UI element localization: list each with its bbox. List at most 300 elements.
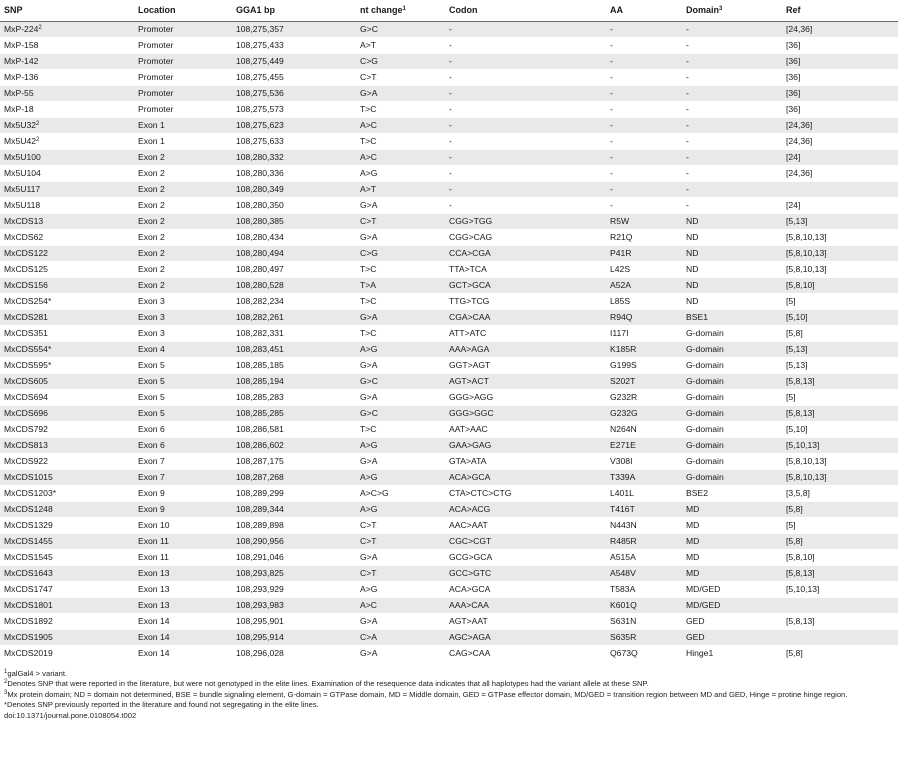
table-row bbox=[0, 454, 898, 470]
cell-gga1: 108,291,046 bbox=[232, 550, 356, 566]
cell-ref: [3,5,8] bbox=[782, 486, 898, 502]
cell-aa: G199S bbox=[606, 358, 682, 374]
cell-gga1: 108,280,332 bbox=[232, 150, 356, 166]
cell-location: Exon 2 bbox=[134, 230, 232, 246]
cell-domain: - bbox=[682, 86, 782, 102]
cell-aa: - bbox=[606, 198, 682, 214]
cell-domain: - bbox=[682, 70, 782, 86]
cell-domain: - bbox=[682, 198, 782, 214]
cell-aa: I117I bbox=[606, 326, 682, 342]
cell-ref: [5,13] bbox=[782, 342, 898, 358]
cell-snp bbox=[0, 54, 134, 70]
cell-domain: G-domain bbox=[682, 454, 782, 470]
cell-ref: [5] bbox=[782, 390, 898, 406]
cell-domain: MD/GED bbox=[682, 582, 782, 598]
table-row bbox=[0, 374, 898, 390]
cell-nt: G>A bbox=[356, 310, 445, 326]
cell-location: Exon 5 bbox=[134, 358, 232, 374]
cell-gga1: 108,285,285 bbox=[232, 406, 356, 422]
cell-codon: GCC>GTC bbox=[445, 566, 606, 582]
cell-ref: [24,36] bbox=[782, 118, 898, 134]
cell-codon: CAG>CAA bbox=[445, 646, 606, 662]
cell-nt: A>C bbox=[356, 150, 445, 166]
cell-domain: - bbox=[682, 54, 782, 70]
cell-aa: A515A bbox=[606, 550, 682, 566]
cell-gga1: 108,275,623 bbox=[232, 118, 356, 134]
table-row bbox=[0, 134, 898, 150]
cell-nt: A>G bbox=[356, 502, 445, 518]
cell-ref: [5,8] bbox=[782, 326, 898, 342]
snp-footnote-mark: 2 bbox=[36, 121, 40, 127]
cell-location: Exon 2 bbox=[134, 262, 232, 278]
cell-snp bbox=[0, 214, 134, 230]
cell-ref: [24,36] bbox=[782, 134, 898, 150]
cell-gga1: 108,295,914 bbox=[232, 630, 356, 646]
cell-gga1: 108,296,028 bbox=[232, 646, 356, 662]
cell-domain: Hinge1 bbox=[682, 646, 782, 662]
cell-domain: G-domain bbox=[682, 422, 782, 438]
cell-aa: K185R bbox=[606, 342, 682, 358]
cell-aa: T583A bbox=[606, 582, 682, 598]
cell-ref: [5,8,13] bbox=[782, 614, 898, 630]
snp-id: MxCDS595* bbox=[4, 360, 52, 370]
cell-aa: T339A bbox=[606, 470, 682, 486]
cell-location: Exon 10 bbox=[134, 518, 232, 534]
snp-id: MxCDS351 bbox=[4, 328, 48, 338]
cell-location: Promoter bbox=[134, 86, 232, 102]
cell-domain: - bbox=[682, 182, 782, 198]
cell-domain: ND bbox=[682, 230, 782, 246]
cell-snp bbox=[0, 342, 134, 358]
table-row bbox=[0, 54, 898, 70]
table-row bbox=[0, 646, 898, 662]
cell-snp bbox=[0, 358, 134, 374]
table-row bbox=[0, 630, 898, 646]
cell-codon: CGA>CAA bbox=[445, 310, 606, 326]
header-gga1: GGA1 bp bbox=[232, 0, 356, 22]
cell-nt: C>A bbox=[356, 630, 445, 646]
snp-footnote-mark: 2 bbox=[36, 137, 40, 143]
table-row bbox=[0, 518, 898, 534]
header-snp: SNP bbox=[0, 0, 134, 22]
snp-id: MxCDS605 bbox=[4, 376, 48, 386]
cell-location: Exon 2 bbox=[134, 214, 232, 230]
cell-ref: [24,36] bbox=[782, 22, 898, 38]
cell-gga1: 108,283,451 bbox=[232, 342, 356, 358]
cell-snp bbox=[0, 38, 134, 54]
cell-location: Promoter bbox=[134, 38, 232, 54]
cell-domain: MD/GED bbox=[682, 598, 782, 614]
cell-codon: - bbox=[445, 198, 606, 214]
cell-location: Exon 13 bbox=[134, 566, 232, 582]
snp-id: MxCDS281 bbox=[4, 312, 48, 322]
cell-ref: [5,8] bbox=[782, 534, 898, 550]
cell-location: Exon 1 bbox=[134, 134, 232, 150]
snp-id: MxCDS922 bbox=[4, 456, 48, 466]
cell-nt: G>A bbox=[356, 390, 445, 406]
cell-nt: G>C bbox=[356, 22, 445, 38]
table-row bbox=[0, 326, 898, 342]
cell-nt: G>A bbox=[356, 550, 445, 566]
cell-codon: GCG>GCA bbox=[445, 550, 606, 566]
cell-codon: TTA>TCA bbox=[445, 262, 606, 278]
cell-domain: - bbox=[682, 38, 782, 54]
cell-codon: CCA>CGA bbox=[445, 246, 606, 262]
cell-domain: ND bbox=[682, 262, 782, 278]
cell-snp bbox=[0, 278, 134, 294]
snp-id: Mx5U100 bbox=[4, 152, 41, 162]
cell-gga1: 108,280,350 bbox=[232, 198, 356, 214]
table-row bbox=[0, 502, 898, 518]
cell-snp bbox=[0, 262, 134, 278]
cell-domain: ND bbox=[682, 214, 782, 230]
footnote bbox=[4, 679, 898, 689]
header-domain bbox=[682, 0, 782, 22]
cell-domain: G-domain bbox=[682, 470, 782, 486]
cell-nt: T>C bbox=[356, 326, 445, 342]
cell-codon: GAA>GAG bbox=[445, 438, 606, 454]
cell-aa: N264N bbox=[606, 422, 682, 438]
table-row bbox=[0, 118, 898, 134]
cell-gga1: 108,285,283 bbox=[232, 390, 356, 406]
cell-nt: A>T bbox=[356, 182, 445, 198]
cell-location: Exon 3 bbox=[134, 310, 232, 326]
cell-ref: [5,10] bbox=[782, 422, 898, 438]
cell-location: Exon 14 bbox=[134, 646, 232, 662]
cell-gga1: 108,287,175 bbox=[232, 454, 356, 470]
table-row bbox=[0, 406, 898, 422]
table-row bbox=[0, 438, 898, 454]
cell-snp bbox=[0, 502, 134, 518]
cell-gga1: 108,280,336 bbox=[232, 166, 356, 182]
cell-aa: A52A bbox=[606, 278, 682, 294]
cell-aa: - bbox=[606, 38, 682, 54]
table-row bbox=[0, 534, 898, 550]
cell-ref: [5] bbox=[782, 294, 898, 310]
cell-nt: A>G bbox=[356, 582, 445, 598]
cell-domain: GED bbox=[682, 614, 782, 630]
cell-nt: T>C bbox=[356, 294, 445, 310]
cell-ref: [36] bbox=[782, 38, 898, 54]
cell-location: Exon 6 bbox=[134, 422, 232, 438]
cell-aa: - bbox=[606, 22, 682, 38]
header-nt-label: nt change bbox=[360, 5, 403, 15]
cell-codon: - bbox=[445, 134, 606, 150]
snp-id: MxCDS254* bbox=[4, 296, 52, 306]
cell-codon: GGG>GGC bbox=[445, 406, 606, 422]
cell-snp bbox=[0, 310, 134, 326]
snp-id: MxCDS1455 bbox=[4, 536, 53, 546]
cell-location: Exon 6 bbox=[134, 438, 232, 454]
cell-aa: S631N bbox=[606, 614, 682, 630]
cell-domain: - bbox=[682, 118, 782, 134]
cell-ref: [5,8,10,13] bbox=[782, 454, 898, 470]
cell-nt: G>A bbox=[356, 646, 445, 662]
snp-id: MxCDS813 bbox=[4, 440, 48, 450]
cell-nt: A>C>G bbox=[356, 486, 445, 502]
cell-ref: [5,10,13] bbox=[782, 582, 898, 598]
table-row bbox=[0, 358, 898, 374]
cell-domain: G-domain bbox=[682, 358, 782, 374]
snp-id: MxCDS156 bbox=[4, 280, 48, 290]
cell-codon: - bbox=[445, 150, 606, 166]
cell-location: Promoter bbox=[134, 54, 232, 70]
footnote-text: Mx protein domain; ND = domain not determined, BSE = bundle signaling element, G-domain = GTPase domain, MD = Middle domain, GED = GTPase effector domain, MD/GED = transition region between MD and GED, Hinge = protine hinge region. bbox=[7, 689, 848, 699]
table-row bbox=[0, 278, 898, 294]
cell-gga1: 108,280,349 bbox=[232, 182, 356, 198]
cell-domain: G-domain bbox=[682, 374, 782, 390]
cell-codon: - bbox=[445, 166, 606, 182]
cell-nt: C>T bbox=[356, 70, 445, 86]
cell-ref: [5,8,10] bbox=[782, 278, 898, 294]
cell-snp bbox=[0, 86, 134, 102]
header-domain-footnote-mark: 3 bbox=[719, 6, 723, 12]
cell-gga1: 108,287,268 bbox=[232, 470, 356, 486]
cell-snp bbox=[0, 614, 134, 630]
cell-aa: - bbox=[606, 86, 682, 102]
cell-ref: [24,36] bbox=[782, 166, 898, 182]
cell-gga1: 108,293,983 bbox=[232, 598, 356, 614]
cell-domain: - bbox=[682, 166, 782, 182]
cell-location: Exon 2 bbox=[134, 246, 232, 262]
cell-domain: - bbox=[682, 134, 782, 150]
cell-snp bbox=[0, 582, 134, 598]
table-row bbox=[0, 166, 898, 182]
cell-codon: AAT>AAC bbox=[445, 422, 606, 438]
snp-id: MxCDS1545 bbox=[4, 552, 53, 562]
cell-nt: T>C bbox=[356, 262, 445, 278]
cell-location: Exon 13 bbox=[134, 598, 232, 614]
table-row bbox=[0, 230, 898, 246]
cell-ref: [5,13] bbox=[782, 214, 898, 230]
cell-location: Exon 2 bbox=[134, 166, 232, 182]
cell-gga1: 108,282,331 bbox=[232, 326, 356, 342]
header-codon: Codon bbox=[445, 0, 606, 22]
cell-ref: [5,8] bbox=[782, 502, 898, 518]
cell-aa: S202T bbox=[606, 374, 682, 390]
cell-snp bbox=[0, 630, 134, 646]
footnote bbox=[4, 669, 898, 679]
cell-codon: - bbox=[445, 70, 606, 86]
cell-snp bbox=[0, 22, 134, 38]
cell-ref bbox=[782, 630, 898, 646]
cell-nt: T>C bbox=[356, 422, 445, 438]
cell-codon: - bbox=[445, 54, 606, 70]
footnote-mark: 2 bbox=[4, 679, 8, 686]
cell-snp bbox=[0, 326, 134, 342]
table-body bbox=[0, 22, 898, 662]
cell-snp bbox=[0, 198, 134, 214]
cell-snp bbox=[0, 230, 134, 246]
snp-id: MxCDS1905 bbox=[4, 632, 53, 642]
cell-gga1: 108,280,494 bbox=[232, 246, 356, 262]
footnote bbox=[4, 711, 898, 721]
cell-codon: CGC>CGT bbox=[445, 534, 606, 550]
cell-ref: [24] bbox=[782, 150, 898, 166]
cell-nt: A>G bbox=[356, 438, 445, 454]
snp-id: MxCDS1015 bbox=[4, 472, 53, 482]
cell-domain: G-domain bbox=[682, 438, 782, 454]
snp-id: MxCDS792 bbox=[4, 424, 48, 434]
cell-nt: G>A bbox=[356, 454, 445, 470]
cell-aa: S635R bbox=[606, 630, 682, 646]
cell-gga1: 108,275,357 bbox=[232, 22, 356, 38]
table-row bbox=[0, 486, 898, 502]
snp-id: MxCDS696 bbox=[4, 408, 48, 418]
cell-aa: K601Q bbox=[606, 598, 682, 614]
cell-location: Exon 7 bbox=[134, 470, 232, 486]
cell-aa: Q673Q bbox=[606, 646, 682, 662]
cell-gga1: 108,275,455 bbox=[232, 70, 356, 86]
snp-id: MxCDS1329 bbox=[4, 520, 53, 530]
cell-domain: G-domain bbox=[682, 390, 782, 406]
cell-nt: C>T bbox=[356, 566, 445, 582]
cell-snp bbox=[0, 390, 134, 406]
table-row bbox=[0, 262, 898, 278]
cell-snp bbox=[0, 518, 134, 534]
table-row bbox=[0, 342, 898, 358]
cell-codon: AGC>AGA bbox=[445, 630, 606, 646]
cell-snp bbox=[0, 534, 134, 550]
cell-domain: - bbox=[682, 150, 782, 166]
footnote-mark: 3 bbox=[4, 689, 8, 696]
table-row bbox=[0, 310, 898, 326]
cell-nt: G>A bbox=[356, 358, 445, 374]
cell-aa: P41R bbox=[606, 246, 682, 262]
cell-gga1: 108,290,956 bbox=[232, 534, 356, 550]
footnote bbox=[4, 700, 898, 710]
cell-codon: GGT>AGT bbox=[445, 358, 606, 374]
cell-nt: T>A bbox=[356, 278, 445, 294]
table-footnotes bbox=[0, 669, 898, 721]
snp-id: MxP-18 bbox=[4, 104, 34, 114]
cell-location: Exon 2 bbox=[134, 150, 232, 166]
table-row bbox=[0, 86, 898, 102]
cell-nt: C>G bbox=[356, 54, 445, 70]
footnote-text: doi:10.1371/journal.pone.0108054.t002 bbox=[4, 710, 137, 720]
table-header-row bbox=[0, 0, 898, 22]
footnote bbox=[4, 690, 898, 700]
cell-nt: A>C bbox=[356, 598, 445, 614]
cell-ref: [36] bbox=[782, 102, 898, 118]
cell-ref: [5,8,13] bbox=[782, 406, 898, 422]
cell-gga1: 108,289,898 bbox=[232, 518, 356, 534]
cell-snp bbox=[0, 166, 134, 182]
cell-codon: GCT>GCA bbox=[445, 278, 606, 294]
cell-ref: [5,13] bbox=[782, 358, 898, 374]
cell-domain: - bbox=[682, 22, 782, 38]
cell-ref: [5,8,13] bbox=[782, 374, 898, 390]
cell-nt: C>T bbox=[356, 518, 445, 534]
cell-location: Exon 2 bbox=[134, 198, 232, 214]
cell-snp bbox=[0, 374, 134, 390]
cell-gga1: 108,295,901 bbox=[232, 614, 356, 630]
cell-codon: ACA>ACG bbox=[445, 502, 606, 518]
cell-location: Exon 9 bbox=[134, 502, 232, 518]
cell-gga1: 108,285,194 bbox=[232, 374, 356, 390]
cell-ref bbox=[782, 598, 898, 614]
cell-domain: MD bbox=[682, 534, 782, 550]
snp-id: MxCDS1643 bbox=[4, 568, 53, 578]
cell-aa: - bbox=[606, 118, 682, 134]
cell-gga1: 108,293,825 bbox=[232, 566, 356, 582]
snp-id: Mx5U117 bbox=[4, 184, 41, 194]
cell-snp bbox=[0, 438, 134, 454]
cell-location: Exon 3 bbox=[134, 326, 232, 342]
cell-domain: ND bbox=[682, 294, 782, 310]
cell-gga1: 108,289,344 bbox=[232, 502, 356, 518]
cell-codon: - bbox=[445, 86, 606, 102]
header-domain-label: Domain bbox=[686, 5, 720, 15]
table-row bbox=[0, 582, 898, 598]
cell-location: Exon 5 bbox=[134, 406, 232, 422]
cell-location: Exon 4 bbox=[134, 342, 232, 358]
table-row bbox=[0, 470, 898, 486]
cell-codon: ATT>ATC bbox=[445, 326, 606, 342]
cell-aa: - bbox=[606, 134, 682, 150]
cell-nt: T>C bbox=[356, 102, 445, 118]
cell-nt: A>G bbox=[356, 470, 445, 486]
cell-gga1: 108,275,633 bbox=[232, 134, 356, 150]
cell-domain: MD bbox=[682, 518, 782, 534]
cell-nt: G>A bbox=[356, 614, 445, 630]
snp-id: MxCDS1801 bbox=[4, 600, 53, 610]
cell-aa: - bbox=[606, 182, 682, 198]
footnote-text: Denotes SNP that were reported in the literature, but were not genotyped in the elite lines. Examination of the resequence data indicates that all haplotypes had the variant allele at these SNP. bbox=[7, 679, 649, 689]
cell-domain: G-domain bbox=[682, 326, 782, 342]
cell-ref: [5,8,13] bbox=[782, 566, 898, 582]
cell-nt: G>A bbox=[356, 230, 445, 246]
cell-domain: G-domain bbox=[682, 342, 782, 358]
snp-id: MxCDS13 bbox=[4, 216, 44, 226]
cell-gga1: 108,280,434 bbox=[232, 230, 356, 246]
cell-nt: A>T bbox=[356, 38, 445, 54]
cell-gga1: 108,282,234 bbox=[232, 294, 356, 310]
cell-snp bbox=[0, 294, 134, 310]
cell-gga1: 108,286,581 bbox=[232, 422, 356, 438]
cell-aa: N443N bbox=[606, 518, 682, 534]
cell-location: Exon 14 bbox=[134, 614, 232, 630]
snp-id: MxP-158 bbox=[4, 40, 39, 50]
cell-nt: A>G bbox=[356, 166, 445, 182]
cell-snp bbox=[0, 470, 134, 486]
cell-gga1: 108,289,299 bbox=[232, 486, 356, 502]
cell-domain: ND bbox=[682, 278, 782, 294]
snp-id: MxCDS122 bbox=[4, 248, 48, 258]
cell-nt: T>C bbox=[356, 134, 445, 150]
cell-nt: A>G bbox=[356, 342, 445, 358]
cell-codon: ACA>GCA bbox=[445, 470, 606, 486]
cell-gga1: 108,275,449 bbox=[232, 54, 356, 70]
cell-aa: L42S bbox=[606, 262, 682, 278]
cell-nt: A>C bbox=[356, 118, 445, 134]
snp-id: MxCDS62 bbox=[4, 232, 44, 242]
cell-snp bbox=[0, 566, 134, 582]
cell-location: Exon 1 bbox=[134, 118, 232, 134]
table-row bbox=[0, 422, 898, 438]
cell-codon: AAA>CAA bbox=[445, 598, 606, 614]
cell-location: Promoter bbox=[134, 22, 232, 38]
snp-id: MxCDS125 bbox=[4, 264, 48, 274]
cell-snp bbox=[0, 102, 134, 118]
cell-ref: [5,8,10,13] bbox=[782, 262, 898, 278]
cell-codon: - bbox=[445, 118, 606, 134]
table-row bbox=[0, 614, 898, 630]
snp-footnote-mark: 2 bbox=[38, 25, 42, 31]
cell-snp bbox=[0, 486, 134, 502]
cell-ref: [36] bbox=[782, 70, 898, 86]
cell-ref: [5,10] bbox=[782, 310, 898, 326]
